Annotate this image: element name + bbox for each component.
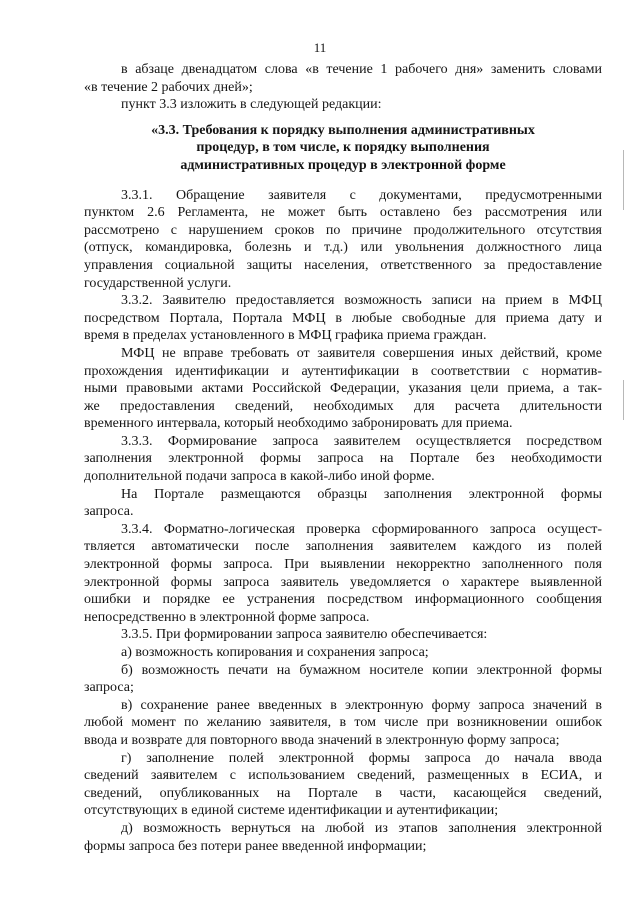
paragraph-line: заполнения электронной формы запроса на Портале без необходимости	[84, 451, 602, 467]
paragraph-line: посредством Портала, Портала МФЦ в любые свободные для приема дату и	[84, 310, 602, 326]
paragraph	[84, 433, 602, 486]
paragraph-line: а) возможность копирования и сохранения запроса;	[121, 645, 429, 660]
paragraph-line: 3.3.1. Обращение заявителя с документами, предусмотренными	[121, 187, 602, 203]
paragraph-line: рассмотрено с нарушением сроков по причине продолжительного отсутствия	[84, 222, 602, 238]
paragraph	[84, 820, 602, 855]
heading-line: «3.3. Требования к порядку выполнения административных	[151, 122, 535, 138]
paragraph-line: сведений заявителем с использованием сведений, размещенных в ЕСИА, и	[84, 768, 602, 784]
page-number: 11	[313, 40, 327, 55]
heading-line: процедур, в том числе, к порядку выполнения	[196, 140, 490, 156]
paragraph-line: временного интервала, который необходимо забронировать для приема.	[84, 416, 513, 432]
paragraph-line: управления социальной защиты населения, ответственного за предоставление	[84, 257, 602, 273]
section-heading	[84, 122, 602, 175]
paragraph-line: время в пределах установленного в МФЦ графика приема граждан.	[84, 328, 487, 344]
paragraph-line: запроса;	[84, 680, 134, 696]
paragraph-line: б) возможность печати на бумажном носителе копии электронной формы	[121, 662, 602, 678]
paragraph-line: в) сохранение ранее введенных в электронную форму запроса значений в	[121, 697, 602, 713]
paragraph-line: отсутствующих в единой системе идентификации и аутентификации;	[84, 803, 499, 819]
paragraph	[84, 486, 602, 521]
paragraph-line: же предоставления сведений, необходимых для расчета длительности	[84, 398, 602, 414]
paragraph-line: На Портале размещаются образцы заполнения электронной формы	[121, 486, 602, 502]
paragraph	[84, 662, 602, 697]
paragraph	[84, 644, 602, 662]
intro-block	[84, 61, 602, 114]
paragraph-line: г) заполнение полей электронной формы запроса до начала ввода	[121, 750, 602, 766]
paragraph-line: твляется автоматически после заполнения заявителем каждого из полей	[84, 539, 602, 555]
paragraph-line: государственной услуги.	[84, 275, 232, 291]
scan-edge-mark	[623, 150, 624, 210]
scan-edge-mark	[623, 380, 624, 420]
paragraph	[84, 345, 602, 433]
paragraph	[84, 292, 602, 345]
paragraph-line: 3.3.2. Заявителю предоставляется возможность записи на прием в МФЦ	[121, 293, 602, 309]
paragraph-line: электронной формы запроса. При выявлении некорректно заполненного поля	[84, 557, 602, 573]
paragraph	[84, 521, 602, 627]
paragraph-line: запроса.	[84, 504, 134, 520]
paragraph-line: 3.3.4. Форматно-логическая проверка сформированного запроса осущест-	[121, 521, 602, 537]
paragraph-line: непосредственно в электронной форме запроса.	[84, 609, 370, 625]
paragraph-line: 3.3.3. Формирование запроса заявителем осуществляется посредством	[121, 433, 602, 449]
paragraph-line: (отпуск, командировка, болезнь и т.д.) или увольнения должностного лица	[84, 240, 602, 256]
paragraph	[84, 626, 602, 644]
paragraph-line: электронной формы запроса заявитель уведомляется о характере выявленной	[84, 574, 602, 590]
paragraph-line: дополнительной подачи запроса в какой-либо иной форме.	[84, 469, 435, 485]
paragraph-line: пунктом 2.6 Регламента, не может быть оставлено без рассмотрения или	[84, 205, 602, 221]
paragraph-line: 3.3.5. При формировании запроса заявителю обеспечивается:	[121, 627, 488, 643]
intro-line: в абзаце двенадцатом слова «в течение 1 рабочего дня» заменить словами	[121, 62, 602, 77]
paragraph-line: ными правовыми актами Российской Федерации, указания цели приема, а так-	[84, 381, 602, 397]
paragraph	[84, 187, 602, 293]
paragraph-line: ввода и возврате для повторного ввода значений в электронную форму запроса;	[84, 732, 560, 748]
paragraph-line: МФЦ не вправе требовать от заявителя совершения иных действий, кроме	[121, 345, 602, 361]
document-body	[84, 61, 602, 855]
paragraph-line: любой момент по желанию заявителя, в том числе при возникновении ошибок	[84, 715, 602, 731]
paragraph-line: сведений, опубликованных на Портале в части, касающейся сведений,	[84, 785, 602, 801]
intro-line: пункт 3.3 изложить в следующей редакции:	[121, 97, 382, 113]
intro-line: «в течение 2 рабочих дней»;	[84, 79, 253, 95]
paragraph-line: ошибки и порядке ее устранения посредством информационного сообщения	[84, 592, 602, 608]
paragraph	[84, 750, 602, 820]
paragraph-line: д) возможность вернуться на любой из этапов заполнения электронной	[121, 820, 602, 836]
heading-line: административных процедур в электронной форме	[180, 157, 506, 173]
paragraph	[84, 697, 602, 750]
paragraph-line: прохождения идентификации и аутентификации в соответствии с норматив-	[84, 363, 602, 379]
paragraph-line: формы запроса без потери ранее введенной информации;	[84, 838, 427, 854]
paragraph-list	[84, 187, 602, 856]
